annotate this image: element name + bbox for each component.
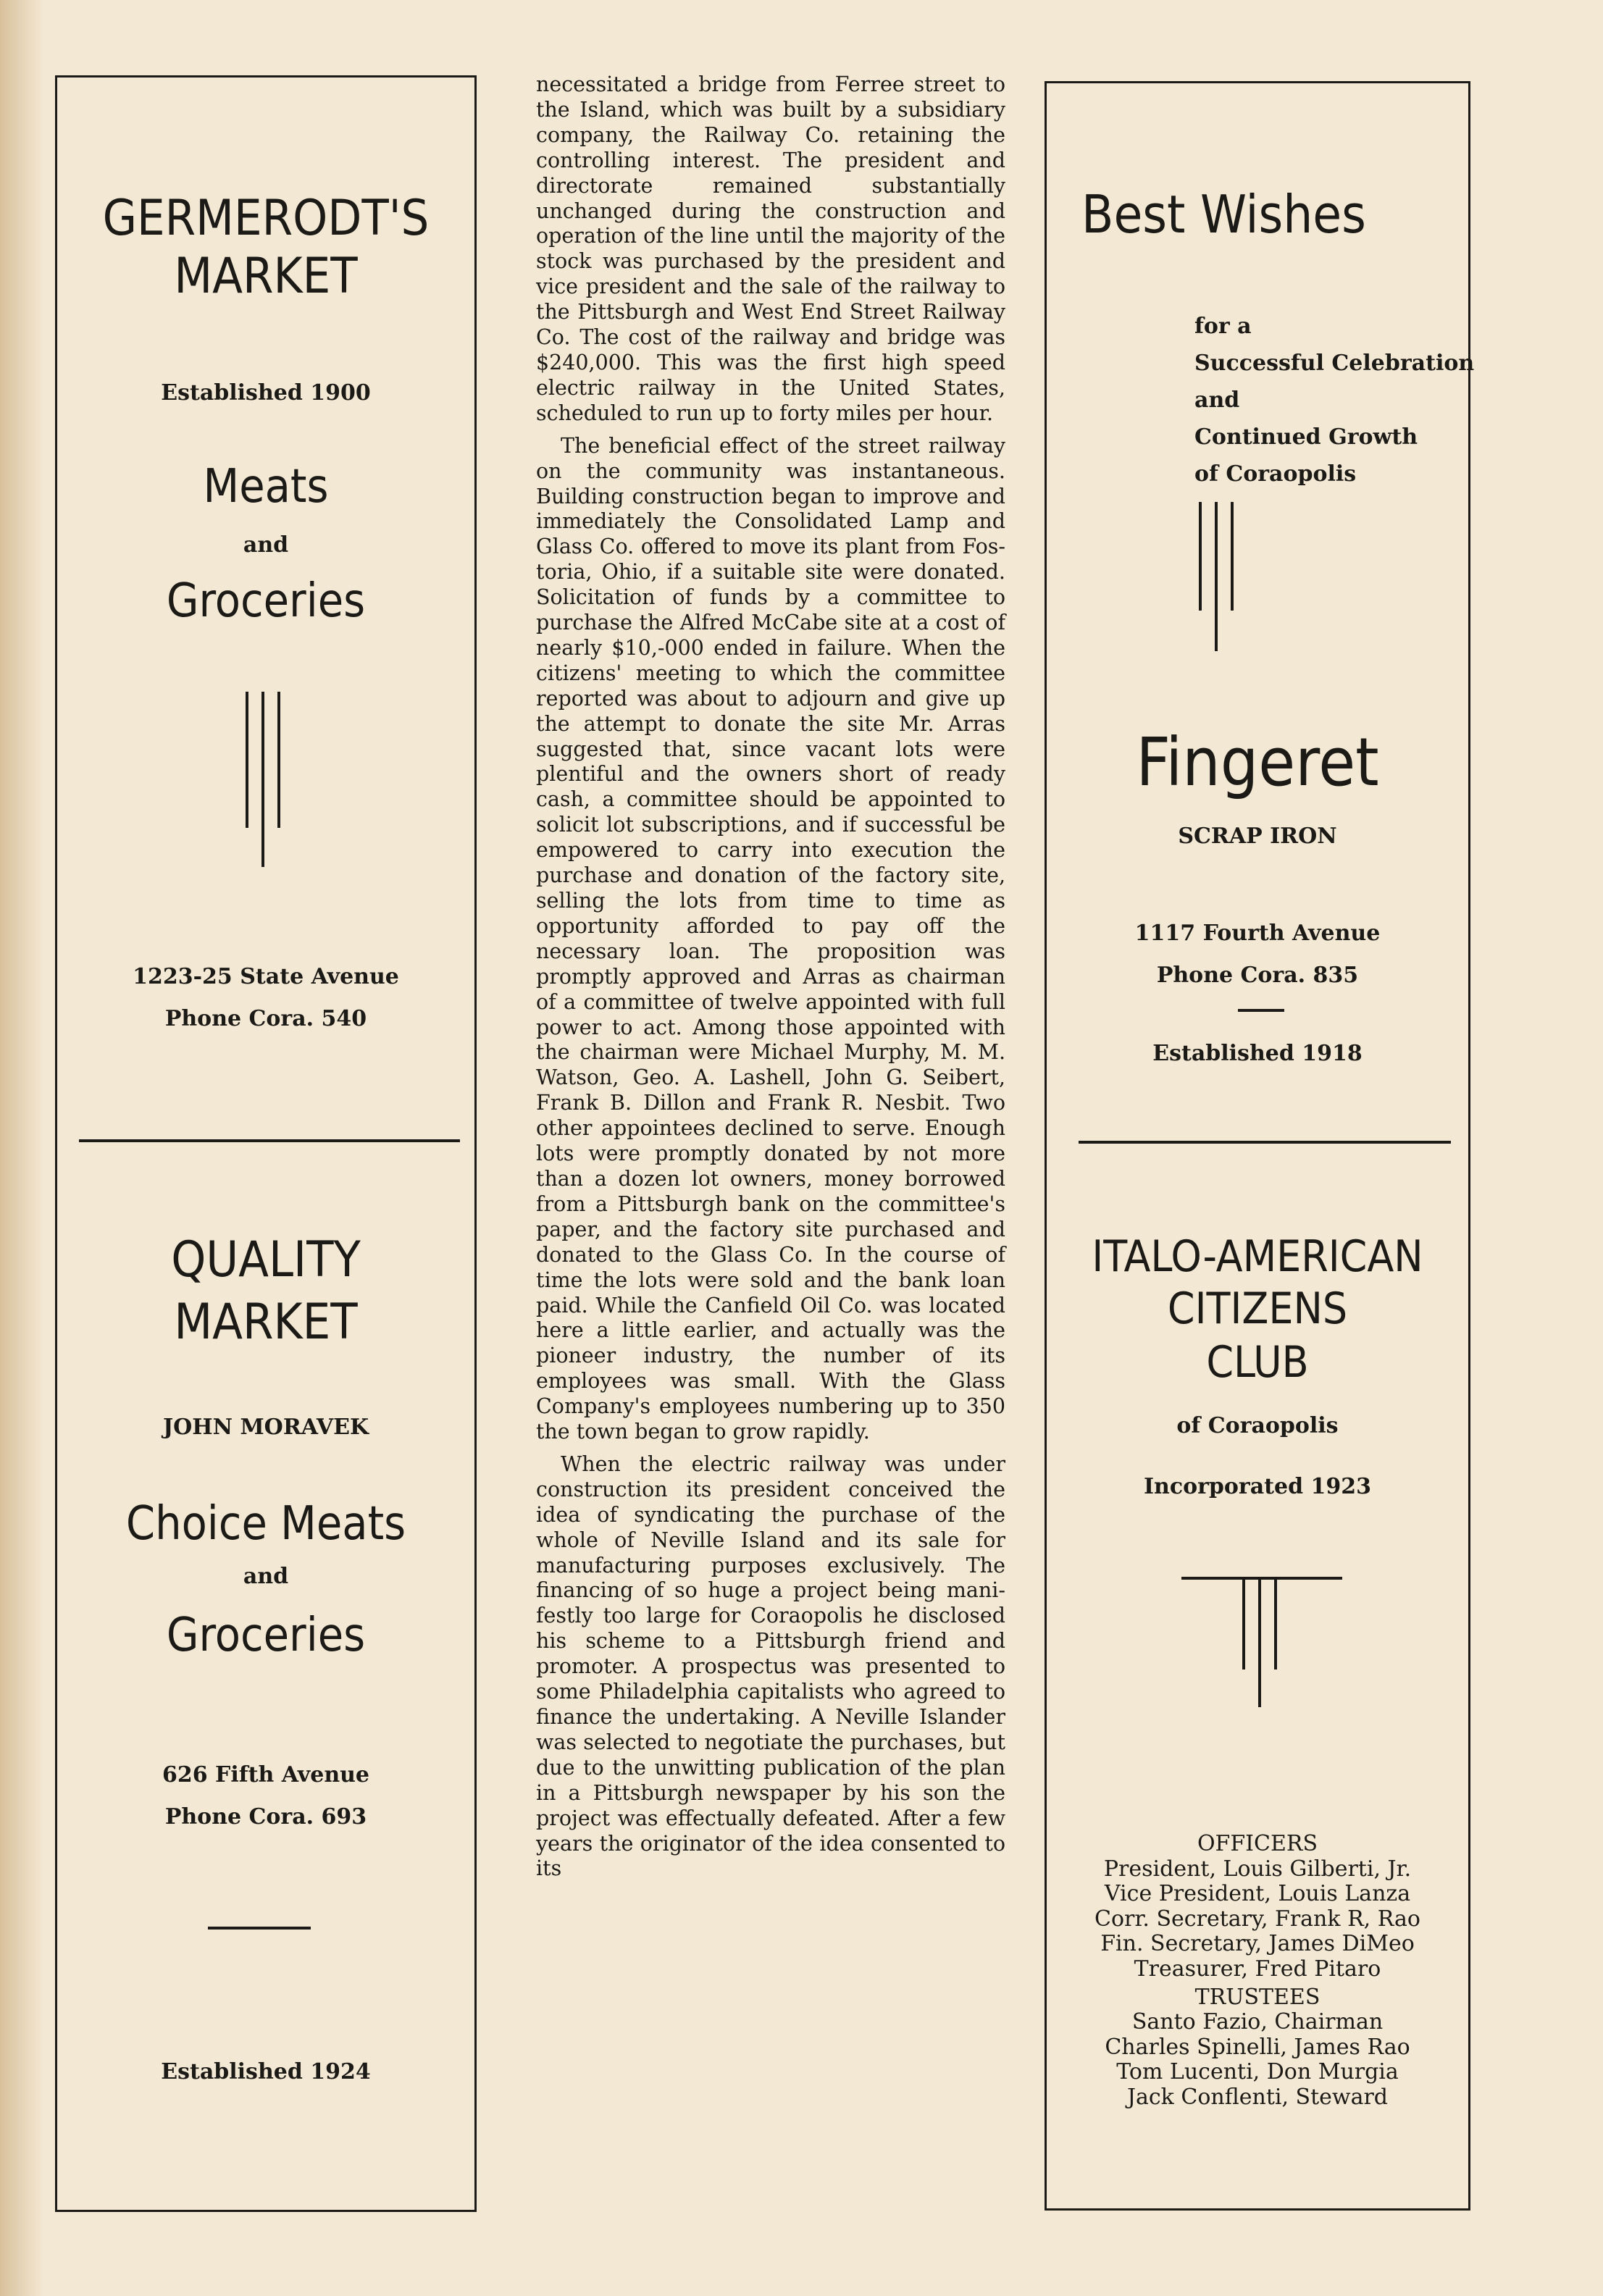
wish-line: for a [1194, 314, 1252, 339]
fingeret-name: Fingeret [1136, 724, 1379, 801]
club-title-line1: ITALO-AMERICAN [1092, 1231, 1423, 1282]
page-edge-shadow [0, 0, 43, 2296]
decorative-rule-horizontal [1181, 1577, 1342, 1580]
germerodts-phone: Phone Cora. 540 [164, 1006, 367, 1031]
officer-line: Treasurer, Fred Pitaro [1134, 1956, 1381, 1982]
club-officers [1047, 1832, 1468, 2111]
quality-phone: Phone Cora. 693 [164, 1804, 367, 1830]
fingeret-business: SCRAP IRON [1178, 824, 1337, 849]
quality-title-line2: MARKET [174, 1294, 358, 1351]
short-divider [208, 1927, 311, 1930]
trustee-line: Tom Lucenti, Don Murgia [1116, 2059, 1399, 2085]
germerodts-address: 1223-25 State Avenue [133, 964, 399, 989]
trustees-heading: TRUSTEES [1194, 1984, 1321, 2010]
trustee-line: Charles Spinelli, James Rao [1105, 2034, 1410, 2060]
germerodts-title-line2: MARKET [174, 248, 358, 305]
wish-line: Continued Growth [1194, 424, 1418, 450]
article-paragraph: necessitated a bridge from Ferree street to the Island, which was built by a subsidiary company, the Railway Co. retaining the controlling interest. The president and directorate remained substantially unchanged during the construction and operation of the line until the majority of the stock was purchased by the president and vice president and the sale of the railway to the Pittsburgh and West End Street Railway Co. The cost of the railway and bridge was $240,000. This was the first high speed electric railway in the United States, scheduled to run up to forty miles per hour. [536, 72, 1005, 425]
decorative-rule [1274, 1577, 1277, 1669]
club-title-line2: CITIZENS [1167, 1283, 1348, 1334]
left-ad-column [55, 75, 477, 2212]
quality-established: Established 1924 [161, 2059, 371, 2085]
germerodts-groceries: Groceries [166, 574, 366, 628]
club-subtitle: of Coraopolis [1176, 1413, 1339, 1438]
wish-line: of Coraopolis [1194, 461, 1357, 487]
germerodts-meats: Meats [203, 460, 329, 514]
officer-line: Vice President, Louis Lanza [1104, 1881, 1411, 1907]
officer-line: Fin. Secretary, James DiMeo [1100, 1931, 1415, 1957]
quality-groceries: Groceries [166, 1609, 366, 1662]
trustee-line: Jack Conflenti, Steward [1126, 2084, 1389, 2110]
best-wishes-title: Best Wishes [1081, 184, 1366, 245]
club-title-line3: CLUB [1206, 1337, 1309, 1388]
decorative-rule [277, 692, 280, 828]
wish-line: Successful Celebration [1194, 351, 1475, 376]
quality-and: and [243, 1564, 289, 1589]
decorative-rule [261, 692, 264, 867]
wish-line: and [1194, 387, 1240, 413]
club-incorporated: Incorporated 1923 [1143, 1474, 1372, 1499]
officer-line: President, Louis Gilberti, Jr. [1103, 1856, 1412, 1882]
short-divider [1238, 1009, 1284, 1012]
germerodts-title-line1: GERMERODT'S [102, 190, 430, 247]
fingeret-phone: Phone Cora. 835 [1156, 963, 1359, 988]
article-body [536, 72, 1005, 1882]
fingeret-address: 1117 Fourth Avenue [1134, 921, 1381, 946]
decorative-rule [1215, 502, 1218, 651]
ad-divider [79, 1139, 460, 1142]
quality-owner: JOHN MORAVEK [162, 1415, 369, 1440]
quality-choice-meats: Choice Meats [125, 1497, 406, 1551]
decorative-rule [246, 692, 248, 828]
decorative-rule [1258, 1577, 1261, 1707]
decorative-rule [1242, 1577, 1245, 1669]
officers-heading: OFFICERS [1197, 1831, 1318, 1856]
quality-title-line1: QUALITY [171, 1231, 361, 1289]
article-paragraph: When the electric railway was under construction its president conceived the idea of syndicating the purchase of the whole of Neville Island and its sale for manufacturing purposes exclusively. The financing of so huge a project being manifestly too large for Coraopolis he disclosed his scheme to a Pittsburgh friend and promoter. A prospectus was presented to some Philadelphia capitalists who agreed to finance the undertaking. A Neville Islander was selected to negotiate the purchases, but due to the unwitting publication of the plan in a Pittsburgh newspaper by his son the project was effectually defeated. After a few years the originator of the idea consented to its [536, 1451, 1005, 1881]
quality-address: 626 Fifth Avenue [162, 1762, 370, 1788]
fingeret-established: Established 1918 [1152, 1041, 1363, 1066]
trustee-line: Santo Fazio, Chairman [1131, 2009, 1384, 2035]
germerodts-and: and [243, 532, 289, 558]
germerodts-established: Established 1900 [161, 380, 371, 406]
ad-divider [1079, 1141, 1451, 1144]
article-paragraph: The beneficial effect of the street railway on the community was instantaneous. Building construction began to improve and immediately the Consolidated Lamp and Glass Co. offered to move its plant from Fostoria, Ohio, if a suitable site were donated. Solicitation of funds by a committee to purchase the Alfred McCabe site at a cost of nearly $10,-000 ended in failure. When the citizens' meeting to which the committee reported was about to adjourn and give up the attempt to donate the site Mr. Arras suggested that, since vacant lots were plentiful and the owners short of ready cash, a committee should be appointed to solicit lot subscriptions, and if successful be empowered to carry into execution the purchase and donation of the factory site, selling the lots from time to time as opportunity afforded to pay off the necessary loan. The proposition was promptly approved and Arras as chairman of a committee of twelve appointed with full power to act. Among those appointed with the chairman were Michael Murphy, M. M. Watson, Geo. A. Lashell, John G. Seibert, Frank B. Dillon and Frank R. Nesbit. Two other appointees declined to serve. Enough lots were promptly donated by not more than a dozen lot owners, money borrowed from a Pittsburgh bank on the committee's paper, and the factory site purchased and donated to the Glass Co. In the course of time the lots were sold and the bank loan paid. While the Canfield Oil Co. was located here a little earlier, and actually was the pioneer industry, the number of its employees was small. With the Glass Company's employees numbering up to 350 the town began to grow rapidly. [536, 433, 1005, 1444]
best-wishes-lines [1194, 308, 1484, 493]
officer-line: Corr. Secretary, Frank R, Rao [1095, 1906, 1420, 1932]
right-ad-column [1045, 81, 1475, 2211]
decorative-rule [1199, 502, 1202, 611]
decorative-rule [1231, 502, 1234, 611]
